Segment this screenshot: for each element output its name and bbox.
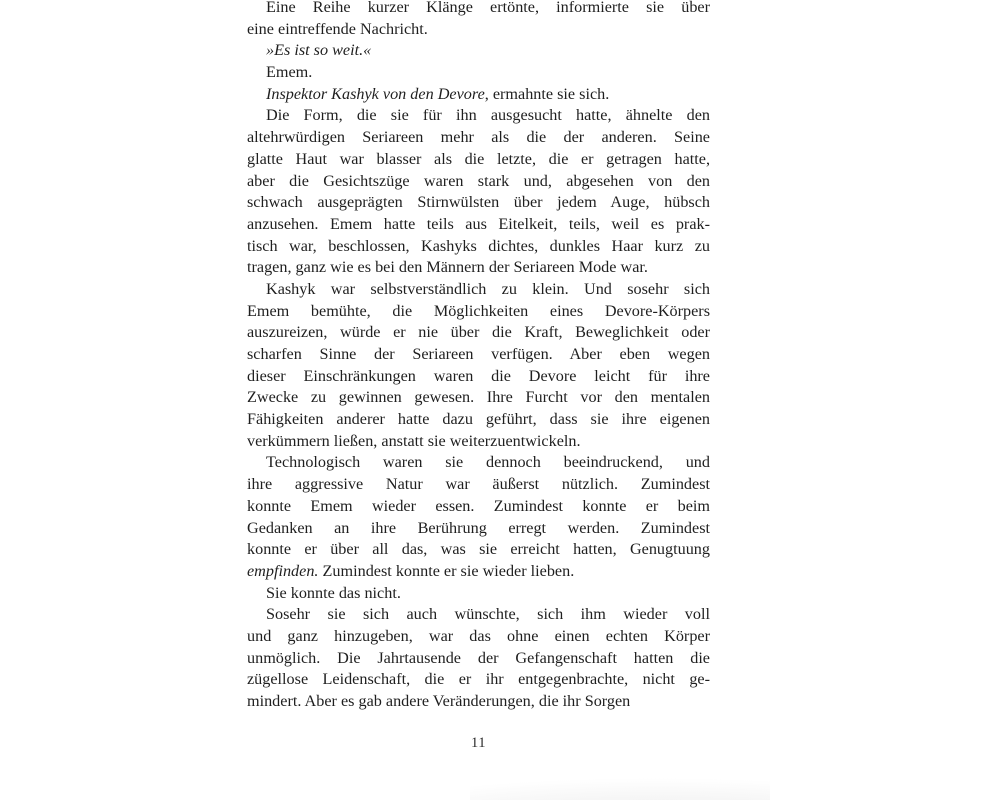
text-segment: eine eintreffende Nachricht. [247,19,428,38]
text-line [247,0,710,19]
text-segment: anzusehen. Emem hatte teils aus Eitelkeit, teils, weil es prak- [247,214,710,233]
text-line [247,236,710,258]
text-segment: tisch war, beschlossen, Kashyks dichtes, dunkles Haar kurz zu [247,236,710,255]
text-segment: zügellose Leidenschaft, die er ihr entgegenbrachte, nicht ge- [247,670,710,689]
text-segment: Fähigkeiten anderer hatte dazu geführt, dass sie ihre eigenen [247,410,710,429]
text-segment: Technologisch waren sie dennoch beeindruckend, und [266,453,710,472]
text-segment: konnte Emem wieder essen. Zumindest konnte er beim [247,496,710,515]
text-segment: schwach ausgeprägten Stirnwülsten über jedem Auge, hübsch [247,193,710,212]
text-line [247,539,710,561]
text-line [247,171,710,193]
text-segment: ihre aggressive Natur war äußerst nützlich. Zumindest [247,475,710,494]
text-segment: tragen, ganz wie es bei den Männern der Seriareen Mode war. [247,258,648,277]
text-line [247,301,710,323]
text-line [247,84,710,106]
text-line [247,604,710,626]
text-line [247,192,710,214]
text-line [247,279,710,301]
text-line [247,257,710,279]
text-segment: scharfen Sinne der Seriareen verfügen. Aber eben wegen [247,345,710,363]
text-segment: mindert. Aber es gab andere Veränderungen, die ihr Sorgen [247,692,631,710]
text-line [247,409,710,431]
text-segment: Zwecke zu gewinnen gewesen. Ihre Furcht vor den mentalen [247,388,710,407]
text-segment: , ermahnte sie sich. [484,84,610,103]
text-line [247,387,710,409]
text-segment: und ganz hinzugeben, war das ohne einen echten Körper [247,626,710,645]
text-line [247,496,710,518]
text-segment: konnte er über all das, was sie erreicht hatten, Genugtuung [247,540,710,559]
text-line [247,626,710,648]
text-line [247,344,710,366]
text-segment: Eine Reihe kurzer Klänge ertönte, informierte sie über [266,0,710,16]
text-line [247,62,710,84]
text-segment: Sie konnte das nicht. [266,583,401,602]
text-line [247,474,710,496]
text-segment: auszureizen, würde er nie über die Kraft, Beweglichkeit oder [247,323,710,342]
text-segment: Sosehr sie sich auch wünschte, sich ihm wieder voll [266,605,710,624]
text-line [247,431,710,453]
text-line [247,322,710,344]
text-segment: Gedanken an ihre Berührung erregt werden. Zumindest [247,518,710,537]
text-line [247,648,710,670]
page-number: 11 [471,735,486,751]
text-segment: glatte Haut war blasser als die letzte, die er getragen hatte, [247,149,710,168]
italic-text-segment: Inspektor Kashyk von den Devore [266,84,485,103]
text-line [247,669,710,691]
text-segment: dieser Einschränkungen waren die Devore leicht für ihre [247,366,710,385]
text-line [247,127,710,149]
text-line [247,19,710,41]
text-line [247,40,710,62]
text-segment: verkümmern ließen, anstatt sie weiterzuentwickeln. [247,431,581,450]
text-line [247,583,710,605]
text-segment: Kashyk war selbstverständlich zu klein. Und sosehr sich [266,279,710,298]
text-segment: Zumindest konnte er sie wieder lieben. [318,561,575,580]
bottom-overlay-artifact [470,772,770,800]
italic-text-segment: empfinden. [247,561,319,580]
text-segment: Die Form, die sie für ihn ausgesucht hatte, ähnelte den [266,106,710,125]
text-line [247,105,710,127]
text-line [247,366,710,388]
text-line [247,214,710,236]
text-segment: aber die Gesichtszüge waren stark und, abgesehen von den [247,171,710,190]
text-line [247,518,710,540]
text-segment: Emem. [266,63,313,82]
text-line [247,452,710,474]
text-line [247,561,710,583]
text-line [247,691,710,713]
text-segment: Emem bemühte, die Möglichkeiten eines Devore-Körpers [247,301,710,320]
page-text-column [247,0,710,713]
text-line [247,149,710,171]
italic-text-segment: »Es ist so weit.« [266,41,372,60]
text-segment: altehrwürdigen Seriareen mehr als die der anderen. Seine [247,128,710,147]
text-segment: unmöglich. Die Jahrtausende der Gefangenschaft hatten die [247,648,710,667]
